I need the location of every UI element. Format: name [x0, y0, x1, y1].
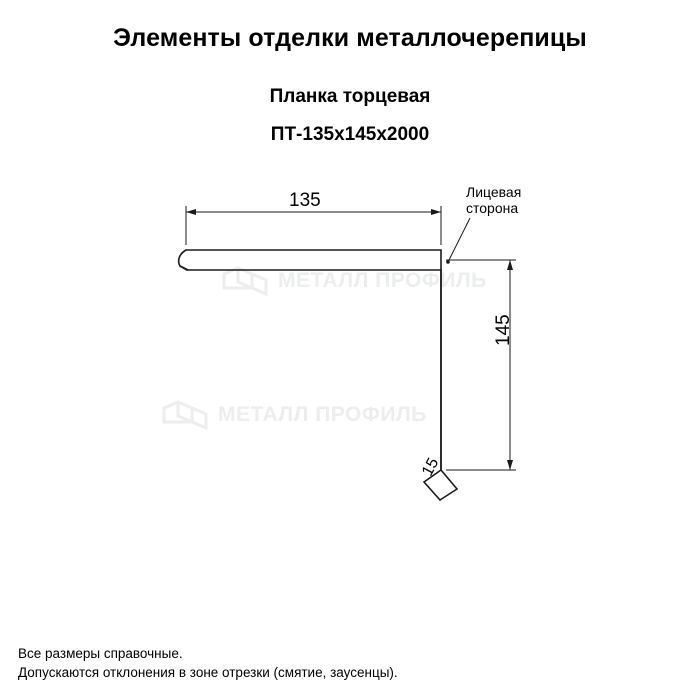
footer-notes [18, 644, 398, 682]
footer-line-2: Допускаются отклонения в зоне отрезки (смятие, заусенцы). [18, 665, 398, 680]
dimension-label-145: 145 [493, 314, 514, 346]
face-side-line-2: сторона [466, 200, 519, 216]
footer-line-1: Все размеры справочные. [18, 646, 183, 661]
profile-outline [179, 250, 457, 500]
page-title: Элементы отделки металлочерепицы [113, 24, 587, 52]
face-side-line-1: Лицевая [466, 184, 522, 200]
face-side-leader [446, 218, 470, 264]
dimension-145 [446, 260, 516, 470]
dimension-15 [424, 482, 440, 500]
face-side-annotation [466, 184, 521, 216]
product-name: Планка торцевая [269, 86, 431, 107]
dimension-label-135: 135 [289, 190, 321, 211]
dimension-label-15: 15 [419, 455, 443, 479]
product-code: ПТ-135х145х2000 [270, 124, 430, 145]
watermark-text: МЕТАЛЛ ПРОФИЛЬ [278, 269, 487, 292]
watermark-text: МЕТАЛЛ ПРОФИЛЬ [218, 403, 427, 426]
